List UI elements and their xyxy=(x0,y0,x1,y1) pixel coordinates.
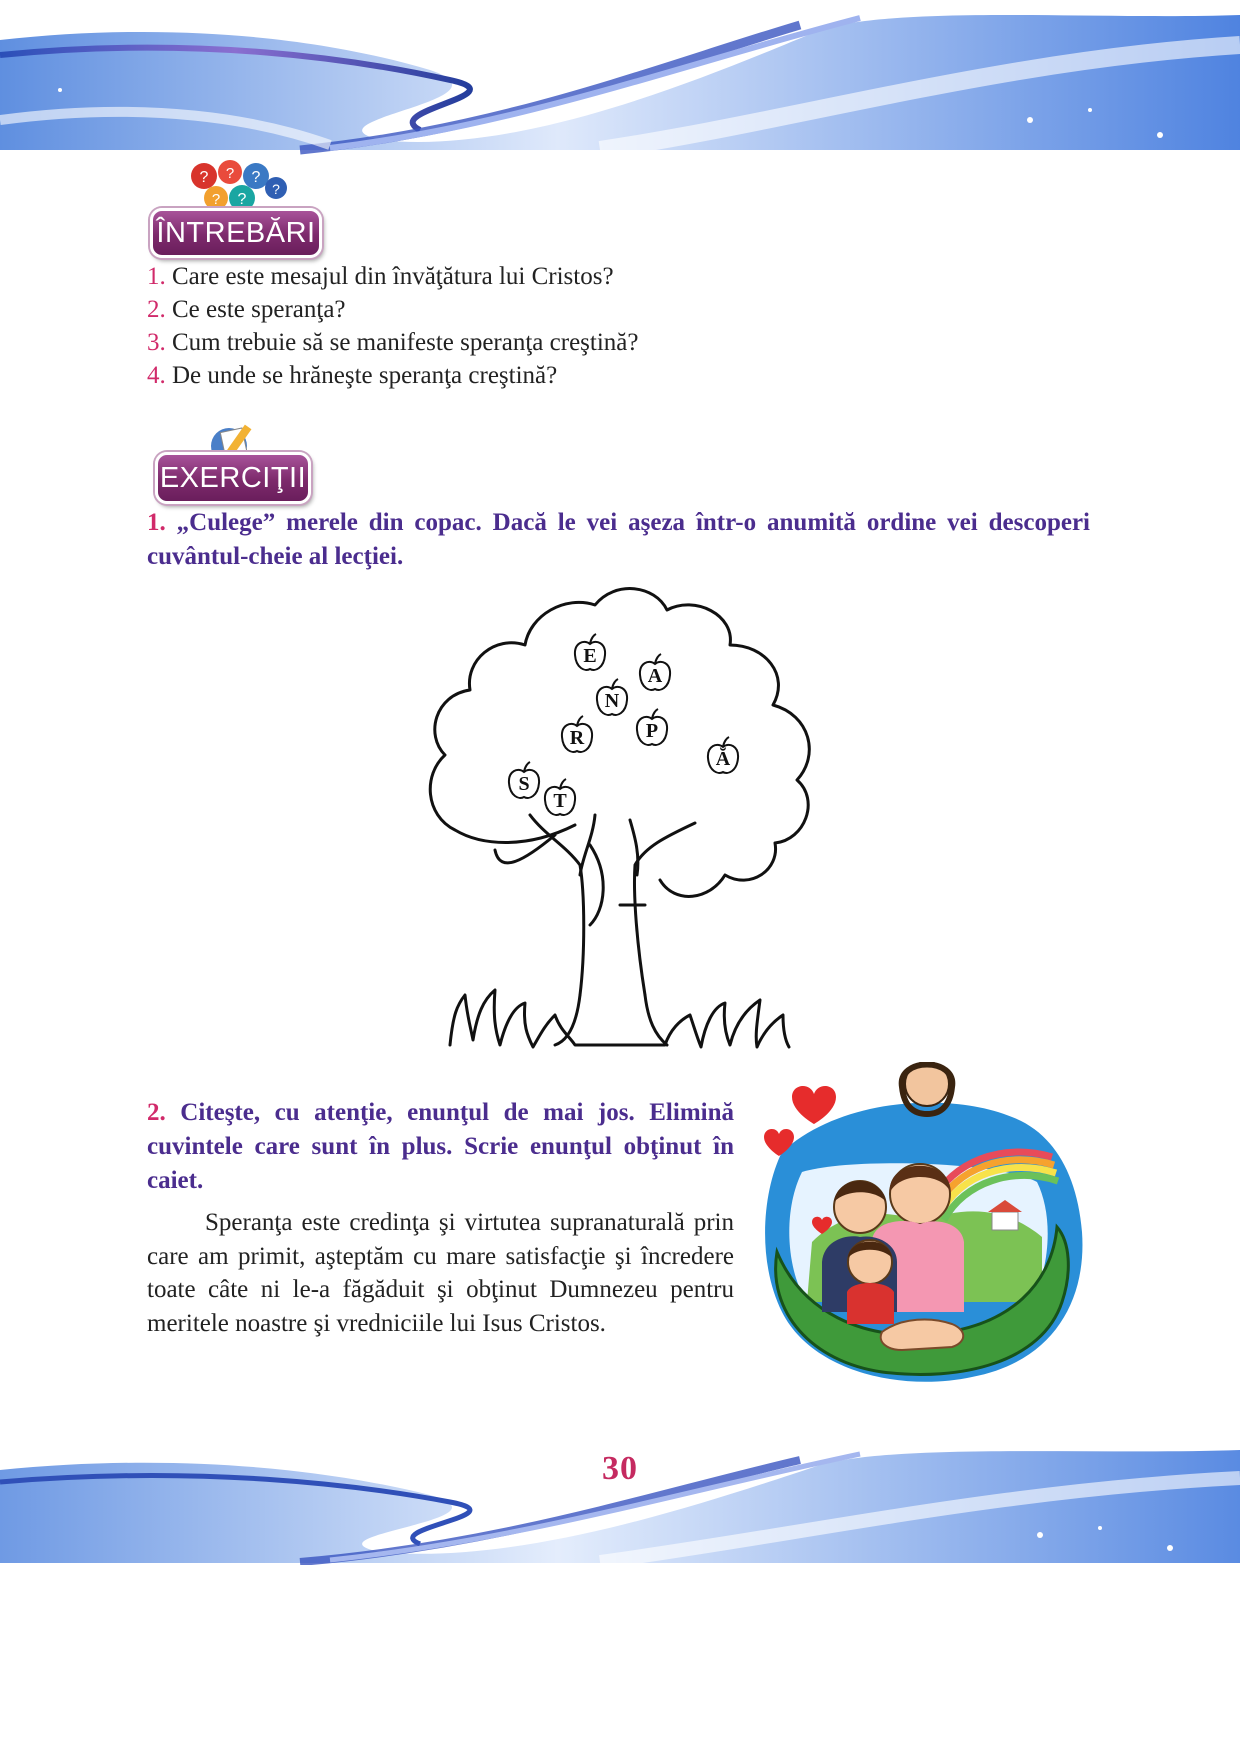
exercises-badge-label: EXERCIŢII xyxy=(155,452,311,504)
apple-letter-7 xyxy=(545,779,575,815)
top-decorative-banner xyxy=(0,0,1240,155)
apple-letter-text: E xyxy=(583,645,597,667)
apple-tree-illustration xyxy=(405,575,835,1055)
svg-text:?: ? xyxy=(272,181,280,197)
apple-letter-text: Ă xyxy=(715,748,731,770)
apple-letter-5 xyxy=(708,737,738,773)
questions-list xyxy=(147,260,638,392)
list-item xyxy=(147,326,638,359)
question-number: 1. xyxy=(147,263,166,290)
exercise-1-instruction xyxy=(147,506,1090,574)
apple-letter-1 xyxy=(640,654,670,690)
apple-letter-3 xyxy=(637,709,667,745)
apple-letter-text: N xyxy=(604,690,620,712)
list-item xyxy=(147,293,638,326)
apple-letter-text: P xyxy=(645,720,659,742)
list-item xyxy=(147,260,638,293)
apple-letters-group xyxy=(509,634,738,815)
question-text: De unde se hrăneşte speranţa creştină? xyxy=(172,362,558,389)
apple-letter-0 xyxy=(575,634,605,670)
question-number: 4. xyxy=(147,362,166,389)
questions-badge xyxy=(150,158,322,258)
apple-letter-text: R xyxy=(569,727,585,749)
svg-text:?: ? xyxy=(251,169,261,186)
page-number: 30 xyxy=(602,1450,638,1487)
questions-badge-label: ÎNTREBĂRI xyxy=(150,208,322,258)
apple-letter-4 xyxy=(562,716,592,752)
apple-letter-text: S xyxy=(518,773,530,795)
question-bubbles-icon xyxy=(190,158,290,214)
exercise-2-paragraph: Speranţa este credinţa şi virtutea supranaturală prin care am primit, aşteptăm cu mare satisfacţie şi încredere toate câte ni le-a făgăduit şi obţinut Dumnezeu pentru meritele noastre şi vredniciile lui Isus Cristos. xyxy=(147,1209,734,1337)
exercise-text: „Culege” merele din copac. Dacă le vei aşeza într-o anumită ordine vei descoperi cuvântul-cheie al lecţiei. xyxy=(147,509,1090,570)
exercises-badge xyxy=(155,420,315,510)
family-hope-illustration xyxy=(752,1062,1087,1392)
exercise-2-instruction xyxy=(147,1096,734,1198)
question-text: Ce este speranţa? xyxy=(172,296,346,323)
exercise-text: Citeşte, cu atenţie, enunţul de mai jos. Elimină cuvintele care sunt în plus. Scrie enunţul obţinut în caiet. xyxy=(147,1099,734,1194)
svg-text:?: ? xyxy=(199,169,209,186)
svg-text:?: ? xyxy=(225,165,235,182)
question-text: Care este mesajul din învăţătura lui Cristos? xyxy=(172,263,614,290)
question-text: Cum trebuie să se manifeste speranţa creştină? xyxy=(172,329,639,356)
question-number: 3. xyxy=(147,329,166,356)
apple-letter-text: A xyxy=(647,665,663,687)
exercise-number: 1. xyxy=(147,509,166,536)
svg-text:?: ? xyxy=(237,191,247,208)
apple-letter-text: T xyxy=(553,790,567,812)
list-item xyxy=(147,359,638,392)
question-number: 2. xyxy=(147,296,166,323)
apple-letter-2 xyxy=(597,679,627,715)
exercise-number: 2. xyxy=(147,1099,166,1126)
apple-letter-6 xyxy=(509,762,539,798)
svg-text:?: ? xyxy=(211,191,221,208)
